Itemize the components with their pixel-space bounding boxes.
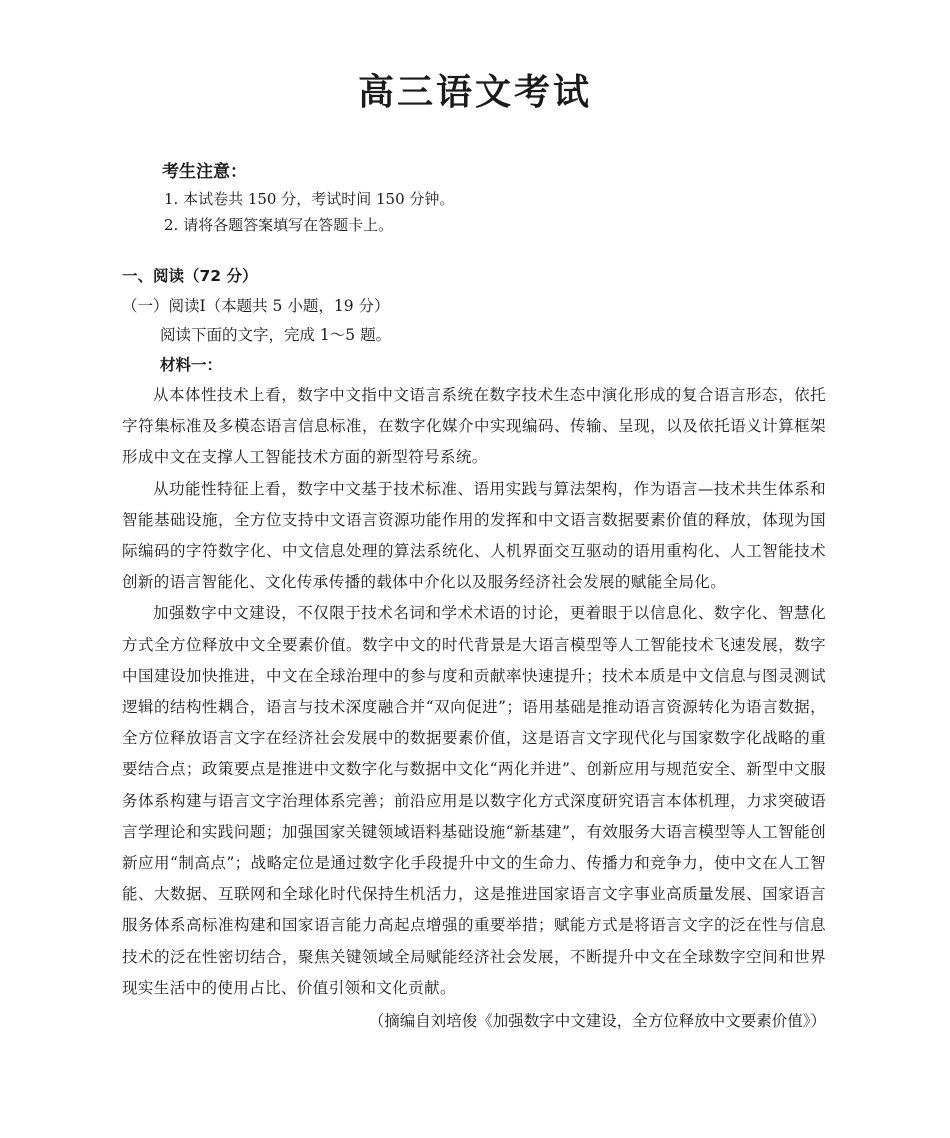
section-heading: 一、阅读（72 分） [122, 267, 258, 285]
material-label: 材料一： [160, 355, 223, 374]
subsection-heading: （一）阅读Ⅰ（本题共 5 小题，19 分） [122, 296, 390, 315]
paragraph: 从本体性技术上看，数字中文指中文语言系统在数字技术生态中演化形成的复合语言形态，依托字符集标准及多模态语言信息标准，在数字化媒介中实现编码、传输、呈现，以及依托语义计算框架形成中文在支撑人工智能技术方面的新型符号系统。 [122, 386, 826, 467]
paragraph: 从功能性特征上看，数字中文基于技术标准、语用实践与算法架构，作为语言—技术共生体系和智能基础设施，全方位支持中文语言资源功能作用的发挥和中文语言数据要素价值的释放，体现为国际编码的字符数字化、中文信息处理的算法系统化、人机界面交互驱动的语用重构化、人工智能技术创新的语言智能化、文化传承传播的载体中介化以及服务经济社会发展的赋能全局化。 [122, 479, 826, 592]
paragraph: 加强数字中文建设，不仅限于技术名词和学术术语的讨论，更着眼于以信息化、数字化、智慧化方式全方位释放中文全要素价值。数字中文的时代背景是大语言模型等人工智能技术飞速发展，数字中国建设加快推进，中文在全球治理中的参与度和贡献率快速提升；技术本质是中文信息与图灵测试逻辑的结构性耦合，语言与技术深度融合并“双向促进”；语用基础是推动语言资源转化为语言数据，全方位释放语言文字在经济社会发展中的数据要素价值，这是语言文字现代化与国家数字化战略的重要结合点；政策要点是推进中文数字化与数据中文化“两化并进”、创新应用与规范安全、新型中文服务体系构建与语言文字治理体系完善；前沿应用是以数字化方式深度研究语言本体机理，力求突破语言学理论和实践问题；加强国家关键领域语料基础设施“新基建”，有效服务大语言模型等人工智能创新应用“制高点”；战略定位是通过数字化手段提升中文的生命力、传播力和竞争力，使中文在人工智能、大数据、互联网和全球化时代保持生机活力，这是推进国家语言文字事业高质量发展、国家语言服务体系高标准构建和国家语言能力高起点增强的重要举措；赋能方式是将语言文字的泛在性与信息技术的泛在性密切结合，聚焦关键领域全局赋能经济社会发展，不断提升中文在全球数字空间和世界现实生活中的使用占比、价值引领和文化贡献。 [122, 604, 826, 997]
notice-item: 1. 本试卷共 150 分，考试时间 150 分钟。 [164, 190, 455, 208]
candidate-notice [162, 158, 802, 238]
instruction: 阅读下面的文字，完成 1～5 题。 [160, 326, 392, 344]
notice-heading: 考生注意： [162, 162, 247, 182]
exam-title: 高三语文考试 [357, 72, 592, 113]
source-citation: （摘编自刘培俊《加强数字中文建设，全方位释放中文要素价值》） [368, 1012, 826, 1031]
reading-section [122, 262, 826, 1037]
notice-item: 2. 请将各题答案填写在答题卡上。 [164, 216, 394, 234]
